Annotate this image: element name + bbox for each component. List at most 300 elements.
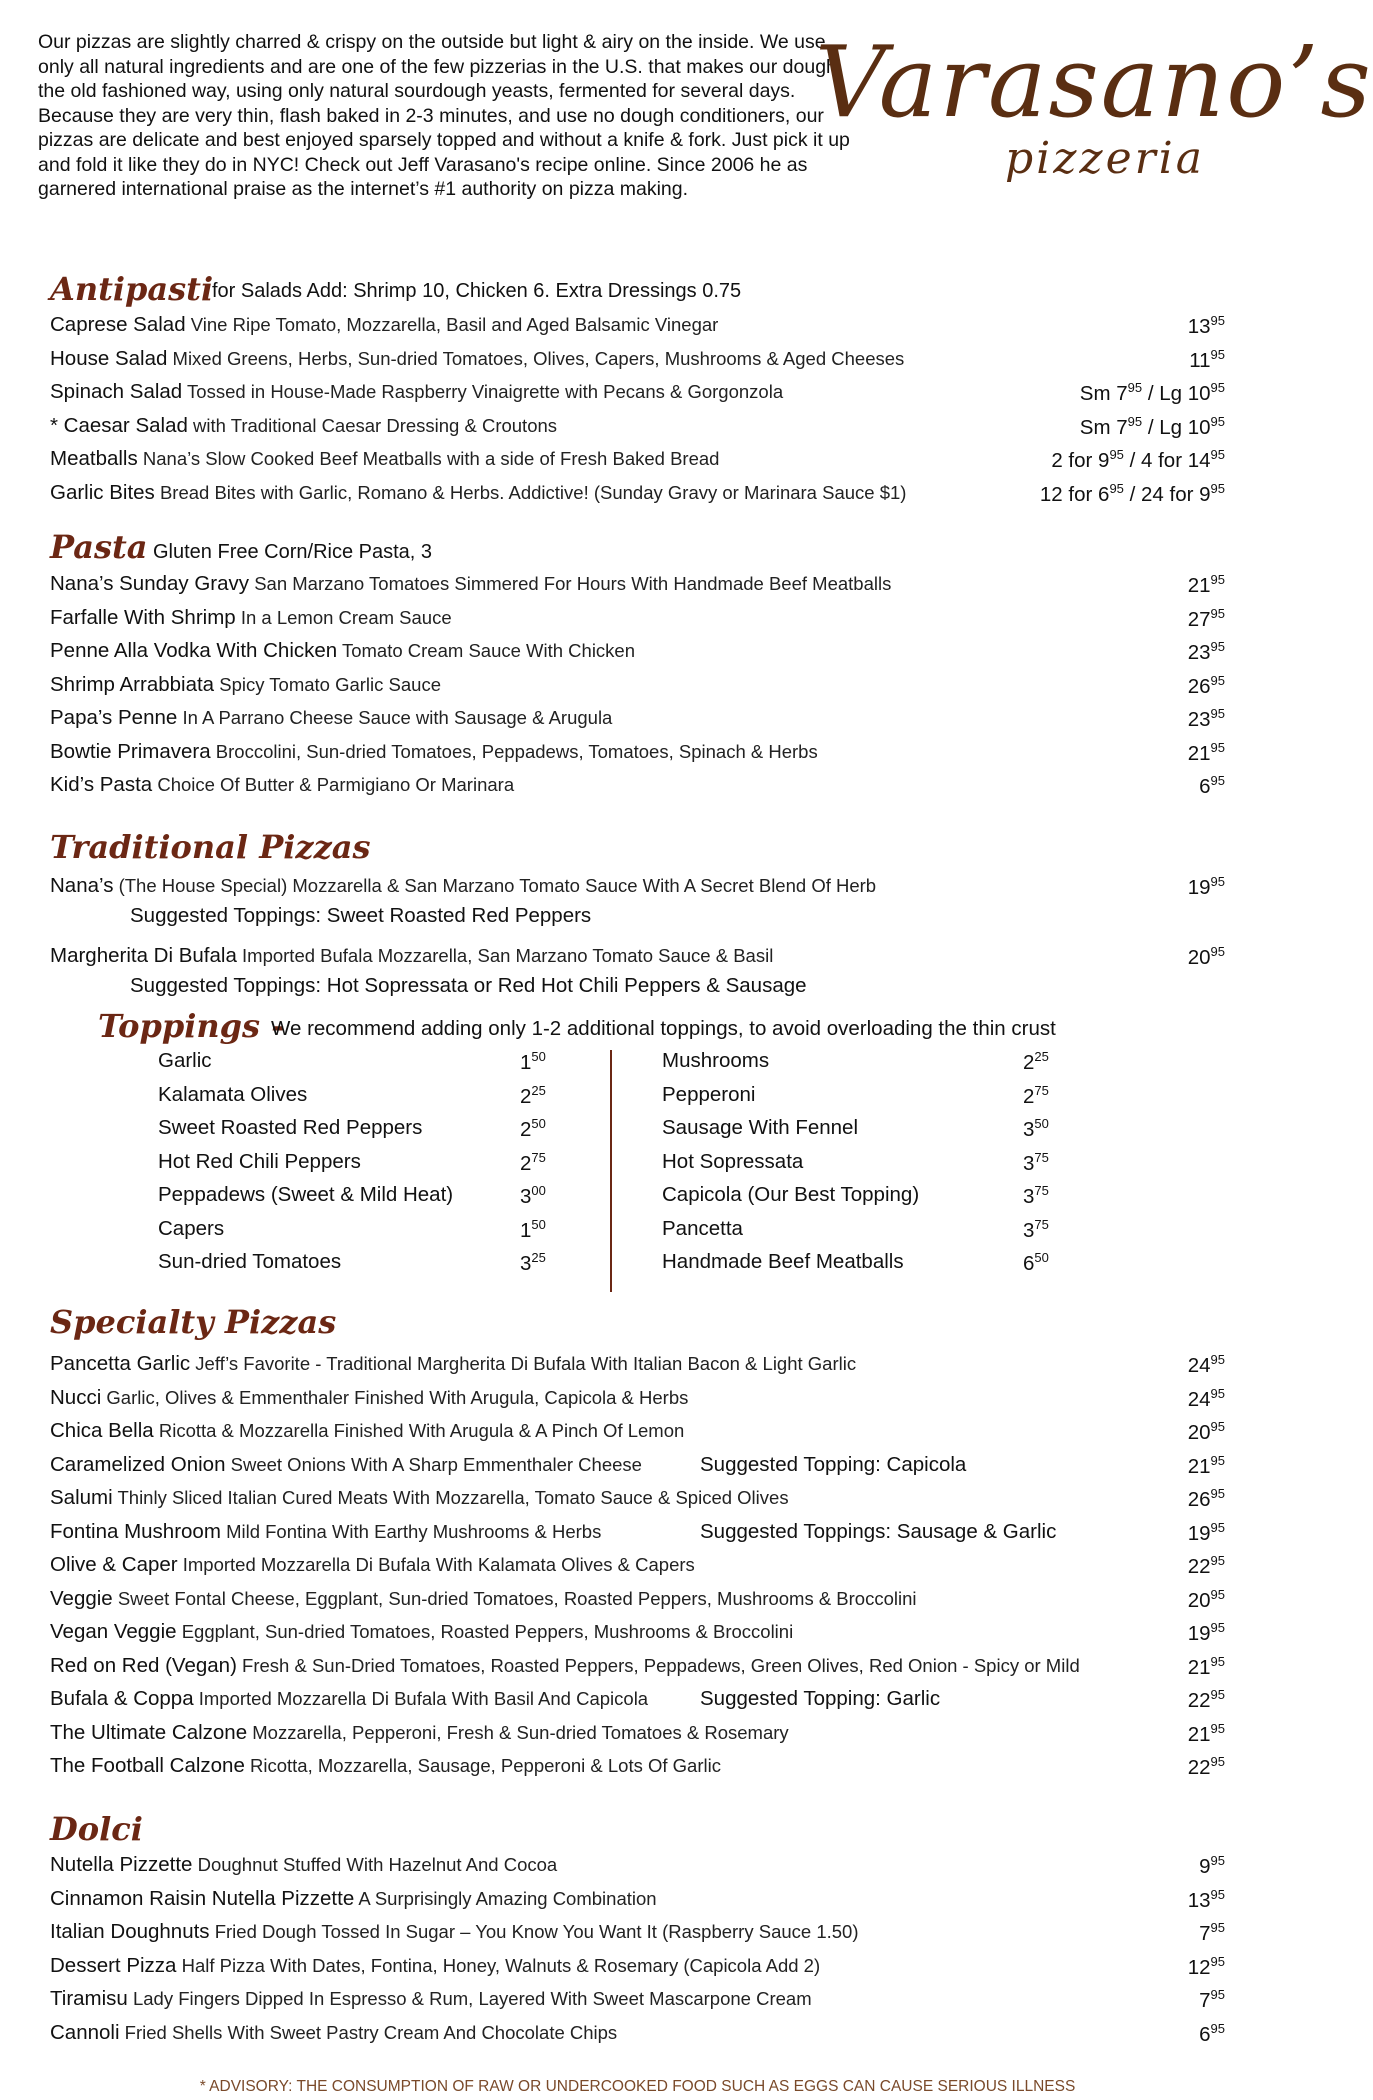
price-cents: 75 [531,1149,546,1165]
item-suggested-topping: Suggested Toppings: Sausage & Garlic [700,1519,1057,1543]
item-description: Ricotta, Mozzarella, Sausage, Pepperoni & Lots Of Garlic [250,1755,721,1776]
topping-name: Handmade Beef Meatballs [662,1250,904,1273]
price-amount: 2 [1023,1050,1035,1074]
item-description: Tossed in House-Made Raspberry Vinaigrette with Pecans & Gorgonzola [187,381,784,402]
pasta-menu-item [50,639,1225,669]
price-amount: 21 [1187,1655,1211,1679]
specialty-menu-item [50,1587,1225,1617]
dolci-menu-item [50,1954,1225,1984]
price-cents: 25 [531,1250,546,1265]
topping-name: Mushrooms [662,1049,770,1072]
topping-item [158,1116,560,1146]
specialty-menu-item [50,1721,1225,1751]
advisory-note: * ADVISORY: THE CONSUMPTION OF RAW OR UNDERCOOKED FOOD SUCH AS EGGS CAN CAUSE SERIOUS ILLNESS [199,2078,1076,2095]
price-amount: 2 [520,1117,532,1141]
antipasti-menu-item [50,347,1225,377]
item-suggested-topping: Suggested Topping: Garlic [700,1687,941,1710]
price-cents: 75 [1034,1183,1049,1198]
item-price [1023,1150,1049,1176]
traditional-menu-item [50,944,1225,974]
item-name: Margherita Di Bufala [50,944,237,967]
item-name: Olive & Caper [50,1553,178,1576]
antipasti-menu-item [50,447,1225,477]
item-price [1040,481,1225,507]
price-amount: Lg 10 [1159,381,1211,405]
price-cents: 95 [1127,380,1143,395]
item-price [1188,874,1225,900]
item-suggested-toppings: Suggested Toppings: Sweet Roasted Red Peppers [130,904,592,927]
price-cents: 95 [1127,413,1143,429]
price-cents: 95 [1210,1452,1225,1468]
item-price [1199,1853,1225,1879]
price-amount: 13 [1187,314,1211,338]
dolci-title: Dolci [50,1810,143,1848]
price-separator: / [1123,482,1141,506]
item-description: Tomato Cream Sauce With Chicken [341,640,636,661]
item-price [1080,380,1225,406]
item-price [1188,1453,1225,1479]
item-price [1188,606,1225,632]
item-description: Mozzarella, Pepperoni, Fresh & Sun-dried Tomatoes & Rosemary [252,1721,789,1743]
topping-name: Sweet Roasted Red Peppers [158,1116,423,1139]
price-cents: 95 [1210,773,1225,788]
specialty-menu-item [50,1520,1225,1550]
item-price [1188,639,1225,665]
specialty-menu-item [50,1654,1225,1684]
topping-item [662,1150,1063,1180]
item-description: Broccolini, Sun-dried Tomatoes, Peppadews, Tomatoes, Spinach & Herbs [215,740,818,762]
item-price [520,1116,546,1142]
topping-name: Capicola (Our Best Topping) [662,1183,920,1206]
antipasti-note: for Salads Add: Shrimp 10, Chicken 6. Extra Dressings 0.75 [212,280,742,302]
item-name: Veggie [50,1586,113,1610]
item-description: Imported Bufala Mozzarella, San Marzano Tomato Sauce & Basil [242,945,774,966]
topping-item [158,1250,560,1280]
topping-item [158,1083,560,1113]
item-name: The Football Calzone [50,1754,245,1777]
item-price [1188,1587,1225,1613]
item-name: Vegan Veggie [50,1620,177,1643]
price-amount: 11 [1189,348,1211,372]
item-description: Spicy Tomato Garlic Sauce [219,673,441,695]
price-amount: 23 [1187,707,1211,731]
price-amount: 23 [1187,640,1211,664]
item-price [1188,1954,1225,1980]
item-price [1188,1754,1225,1780]
topping-item [158,1183,560,1213]
price-cents: 95 [1210,1586,1225,1602]
traditional-menu-item [50,874,1225,904]
dolci-menu-item [50,1887,1225,1917]
item-price [1188,1520,1225,1546]
item-name: Shrimp Arrabbiata [50,672,215,696]
price-cents: 95 [1210,944,1225,959]
specialty-menu-item [50,1453,1225,1483]
price-amount: 12 [1187,1955,1211,1979]
topping-item [662,1183,1063,1213]
price-cents: 95 [1210,605,1225,621]
item-description: Fresh & Sun-Dried Tomatoes, Roasted Peppers, Peppadews, Green Olives, Red Onion - Spicy or Mild [242,1654,1080,1676]
price-amount: 27 [1187,607,1211,631]
specialty-title: Specialty Pizzas [50,1303,337,1341]
varasanos-logo [815,26,1373,198]
price-cents: 75 [1034,1082,1049,1098]
price-cents: 95 [1210,739,1225,755]
specialty-menu-item [50,1386,1225,1416]
item-description: Garlic, Olives & Emmenthaler Finished With Arugula, Capicola & Herbs [106,1386,689,1408]
specialty-menu-item [50,1553,1225,1583]
dolci-menu-item [50,1920,1225,1950]
item-price [1199,1920,1225,1946]
price-amount: 21 [1187,573,1211,597]
price-amount: 4 for 14 [1141,448,1211,472]
intro-text: Our pizzas are slightly charred & crispy on the outside but light & airy on the inside. We use only all natural ingredients and are one of the few pizzerias in the U.S. that makes our dough the old fashioned way, using only natural sourdough yeasts, fermented for several days. Because they are very thin, flash baked in 2-3 minutes, and use no dough conditioners, our pizzas are delicate and best enjoyed sparsely topped and without a knife & fork. Just pick it up and fold it like they do in NYC! Check out Jeff Varasano's recipe online. Since 2006 he as garnered international praise as the internet’s #1 authority on pizza making. [38,31,850,200]
price-cents: 95 [1210,1620,1225,1635]
price-cents: 95 [1210,1687,1225,1702]
pasta-title: Pasta [50,528,148,566]
antipasti-menu-item [50,313,1225,343]
price-separator: / [1123,448,1141,472]
topping-name: Pancetta [662,1216,743,1240]
price-amount: 6 [1023,1251,1035,1275]
item-price [520,1049,546,1075]
price-amount: 13 [1187,1888,1211,1912]
price-cents: 95 [1210,346,1225,362]
price-cents: 95 [1210,1486,1225,1501]
pasta-menu-item [50,740,1225,770]
item-description: with Traditional Caesar Dressing & Croutons [193,414,558,436]
item-price [1188,1620,1225,1646]
item-name: Nana’s [50,874,114,897]
price-amount: 3 [1023,1218,1035,1242]
price-cents: 95 [1210,1385,1225,1401]
item-name: Tiramisu [50,1987,128,2010]
item-price [1188,1352,1225,1378]
item-name: Chica Bella [50,1419,154,1442]
price-amount: 12 for 6 [1039,482,1110,506]
price-cents: 95 [1210,1519,1225,1535]
price-amount: 21 [1187,741,1211,765]
topping-name: Pepperoni [662,1082,756,1106]
price-separator: / [1142,415,1160,439]
item-description: Sweet Fontal Cheese, Eggplant, Sun-dried Tomatoes, Roasted Peppers, Mushrooms & Broccolini [117,1587,917,1609]
price-separator: / [1142,381,1160,405]
price-amount: 1 [520,1050,532,1074]
price-amount: 2 [520,1151,532,1175]
item-price [1188,1386,1225,1412]
item-description: Ricotta & Mozzarella Finished With Arugula & A Pinch Of Lemon [158,1420,685,1441]
item-description: Mild Fontina With Earthy Mushrooms & Herbs [226,1520,602,1542]
price-cents: 95 [1210,874,1225,889]
specialty-menu-item [50,1352,1225,1382]
item-price [1188,740,1225,766]
item-description: Lady Fingers Dipped In Espresso & Rum, Layered With Sweet Mascarpone Cream [132,1988,812,2009]
item-description: Fried Shells With Sweet Pastry Cream And Chocolate Chips [124,2021,618,2043]
price-amount: 6 [1199,774,1211,798]
item-price [520,1083,546,1109]
item-price [1023,1217,1049,1243]
topping-name: Sun-dried Tomatoes [158,1250,342,1273]
item-name: Bowtie Primavera [50,739,211,763]
item-description: Vine Ripe Tomato, Mozzarella, Basil and Aged Balsamic Vinegar [190,314,719,335]
price-cents: 50 [1034,1116,1049,1131]
toppings-note: We recommend adding only 1-2 additional toppings, to avoid overloading the thin crust [271,1017,1056,1040]
price-amount: 3 [1023,1117,1035,1141]
item-description: Eggplant, Sun-dried Tomatoes, Roasted Peppers, Mushrooms & Broccolini [181,1621,794,1642]
price-cents: 95 [1210,572,1225,587]
item-name: Caprese Salad [50,313,186,336]
price-amount: 3 [520,1251,532,1275]
item-price [1199,773,1225,799]
price-amount: 1 [520,1218,532,1242]
dolci-menu-item [50,2021,1225,2051]
price-cents: 95 [1210,380,1225,395]
price-cents: 95 [1210,639,1225,654]
item-name: Farfalle With Shrimp [50,605,236,629]
item-description: Half Pizza With Dates, Fontina, Honey, Walnuts & Rosemary (Capicola Add 2) [181,1954,821,1976]
dolci-menu-item [50,1853,1225,1883]
item-price [1023,1250,1049,1276]
traditional-title: Traditional Pizzas [50,828,371,866]
price-amount: 22 [1187,1554,1211,1578]
item-name: Papa’s Penne [50,706,178,729]
item-name: Meatballs [50,447,138,470]
logo-subtitle: pizzeria [1005,133,1205,184]
pasta-menu-item [50,606,1225,636]
price-amount: Lg 10 [1159,415,1211,439]
specialty-menu-item [50,1754,1225,1784]
item-description: Bread Bites with Garlic, Romano & Herbs. Addictive! (Sunday Gravy or Marinara Sauce $1) [159,481,907,503]
item-price [1188,313,1225,339]
item-name: Salumi [50,1486,113,1509]
item-description: (The House Special) Mozzarella & San Marzano Tomato Sauce With A Secret Blend Of Herb [118,875,877,896]
item-name: Nutella Pizzette [50,1853,193,1876]
price-cents: 95 [1210,1754,1225,1769]
item-price [1188,1654,1225,1680]
topping-item [662,1049,1063,1079]
item-name: Spinach Salad [50,380,183,403]
price-cents: 95 [1210,1987,1225,2002]
topping-name: Hot Red Chili Peppers [158,1149,361,1173]
item-name: Nucci [50,1385,102,1409]
item-price [1188,1553,1225,1579]
price-cents: 95 [1210,1853,1225,1868]
toppings-divider [610,1050,612,1292]
item-name: * Caesar Salad [50,413,188,437]
price-amount: Sm 7 [1079,415,1128,439]
price-cents: 95 [1210,480,1225,496]
item-description: San Marzano Tomatoes Simmered For Hours With Handmade Beef Meatballs [254,573,892,594]
item-name: Red on Red (Vegan) [50,1653,237,1677]
item-price [1023,1116,1049,1142]
item-description: Imported Mozzarella Di Bufala With Kalamata Olives & Capers [182,1554,695,1575]
price-cents: 95 [1210,1720,1225,1736]
price-cents: 50 [1034,1250,1049,1265]
item-price [520,1217,546,1243]
topping-item [662,1116,1063,1146]
item-description: A Surprisingly Amazing Combination [358,1887,657,1909]
item-suggested-toppings: Suggested Toppings: Hot Sopressata or Red Hot Chili Peppers & Sausage [130,974,807,997]
item-price [1188,944,1225,970]
price-cents: 95 [1210,2020,1225,2036]
price-amount: 20 [1187,1420,1211,1444]
price-amount: 2 [1023,1084,1035,1108]
dolci-menu-item [50,1987,1225,2017]
price-amount: 20 [1187,1588,1211,1612]
item-description: Nana’s Slow Cooked Beef Meatballs with a side of Fresh Baked Bread [142,448,720,469]
price-cents: 95 [1210,313,1225,328]
item-price [1188,1486,1225,1512]
price-amount: 22 [1187,1755,1211,1779]
price-cents: 95 [1109,480,1124,496]
price-cents: 25 [531,1082,546,1098]
price-cents: 95 [1210,413,1225,429]
item-price [520,1250,546,1276]
price-amount: 26 [1187,674,1211,698]
topping-item [158,1217,560,1247]
item-name: House Salad [50,346,168,370]
topping-name: Sausage With Fennel [662,1116,859,1139]
topping-item [662,1250,1063,1280]
item-name: Bufala & Coppa [50,1687,194,1710]
item-name: The Ultimate Calzone [50,1720,248,1744]
price-amount: 9 [1199,1854,1211,1878]
item-price [1199,1987,1225,2013]
antipasti-menu-item [50,414,1225,444]
item-description: Imported Mozzarella Di Bufala With Basil And Capicola [198,1688,649,1709]
item-price [1199,2021,1225,2047]
item-price [1188,673,1225,699]
item-price [1051,447,1225,473]
topping-item [662,1083,1063,1113]
price-cents: 95 [1210,1553,1225,1568]
item-price [520,1183,546,1209]
item-name: Dessert Pizza [50,1953,177,1977]
price-amount: 3 [1023,1151,1035,1175]
specialty-menu-item [50,1486,1225,1516]
topping-name: Hot Sopressata [662,1149,804,1173]
topping-item [158,1049,560,1079]
item-name: Kid’s Pasta [50,773,153,796]
item-price [520,1150,546,1176]
price-cents: 95 [1210,706,1225,721]
price-cents: 75 [1034,1216,1049,1232]
price-amount: 19 [1187,1521,1211,1545]
topping-item [662,1217,1063,1247]
item-price [1188,572,1225,598]
price-cents: 95 [1210,1920,1225,1935]
price-amount: 20 [1187,945,1211,969]
item-description: Thinly Sliced Italian Cured Meats With Mozzarella, Tomato Sauce & Spiced Olives [117,1487,789,1508]
price-cents: 95 [1210,672,1225,688]
pasta-note: Gluten Free Corn/Rice Pasta, 3 [153,541,433,563]
price-amount: 26 [1187,1487,1211,1511]
price-amount: 2 [520,1084,532,1108]
price-cents: 25 [1034,1049,1049,1064]
pasta-menu-item [50,706,1225,736]
price-amount: 3 [520,1184,532,1208]
specialty-menu-item [50,1620,1225,1650]
specialty-menu-item [50,1419,1225,1449]
item-name: Caramelized Onion [50,1452,226,1476]
price-amount: 24 for 9 [1141,482,1211,506]
logo-wordmark: Varasano’s [815,26,1373,140]
item-name: Pancetta Garlic [50,1352,191,1375]
price-cents: 95 [1210,1419,1225,1434]
price-amount: 24 [1187,1353,1211,1377]
price-amount: 7 [1199,1988,1211,2012]
item-name: Garlic Bites [50,480,155,504]
price-amount: 3 [1023,1184,1035,1208]
price-cents: 95 [1210,1352,1225,1367]
price-cents: 95 [1210,1886,1225,1902]
item-name: Italian Doughnuts [50,1920,210,1943]
item-description: In A Parrano Cheese Sauce with Sausage & Arugula [182,707,613,728]
item-price [1023,1083,1049,1109]
item-price [1080,414,1225,440]
item-name: Nana’s Sunday Gravy [50,572,250,595]
price-cents: 50 [531,1216,546,1232]
price-amount: 19 [1187,875,1211,899]
price-cents: 75 [1034,1149,1049,1165]
topping-name: Peppadews (Sweet & Mild Heat) [158,1183,454,1206]
item-name: Fontina Mushroom [50,1519,221,1543]
item-description: Sweet Onions With A Sharp Emmenthaler Cheese [230,1453,642,1475]
item-suggested-topping: Suggested Topping: Capicola [700,1452,967,1476]
price-amount: 19 [1187,1621,1211,1645]
price-amount: 7 [1199,1921,1211,1945]
item-name: Cinnamon Raisin Nutella Pizzette [50,1886,355,1910]
pasta-menu-item [50,673,1225,703]
topping-name: Kalamata Olives [158,1082,308,1106]
item-price [1188,706,1225,732]
price-cents: 95 [1210,447,1225,462]
item-description: Doughnut Stuffed With Hazelnut And Cocoa [197,1854,558,1875]
price-cents: 95 [1210,1953,1225,1969]
price-amount: 22 [1187,1688,1211,1712]
antipasti-title: Antipasti [50,270,214,308]
price-cents: 50 [531,1049,546,1064]
topping-name: Garlic [158,1049,212,1072]
item-description: Mixed Greens, Herbs, Sun-dried Tomatoes, Olives, Capers, Mushrooms & Aged Cheeses [172,347,905,369]
price-cents: 50 [531,1116,546,1131]
price-amount: Sm 7 [1079,381,1128,405]
specialty-menu-item [50,1687,1225,1717]
price-cents: 95 [1109,447,1124,462]
pasta-menu-item [50,572,1225,602]
item-price [1023,1183,1049,1209]
price-cents: 00 [531,1183,546,1198]
item-price [1188,1419,1225,1445]
item-price [1188,1687,1225,1713]
item-description: Choice Of Butter & Parmigiano Or Marinara [157,774,515,795]
pasta-menu-item [50,773,1225,803]
item-name: Penne Alla Vodka With Chicken [50,639,338,662]
item-price [1189,347,1225,373]
antipasti-menu-item [50,481,1225,511]
topping-item [158,1150,560,1180]
item-price [1188,1887,1225,1913]
price-amount: 21 [1187,1454,1211,1478]
antipasti-menu-item [50,380,1225,410]
item-description: Jeff’s Favorite - Traditional Margherita Di Bufala With Italian Bacon & Light Garlic [195,1353,857,1374]
price-cents: 95 [1210,1653,1225,1669]
toppings-title: Toppings - [98,1007,285,1045]
item-description: Fried Dough Tossed In Sugar – You Know You Want It (Raspberry Sauce 1.50) [214,1921,859,1942]
item-price [1188,1721,1225,1747]
price-amount: 21 [1187,1722,1211,1746]
price-amount: 6 [1199,2022,1211,2046]
